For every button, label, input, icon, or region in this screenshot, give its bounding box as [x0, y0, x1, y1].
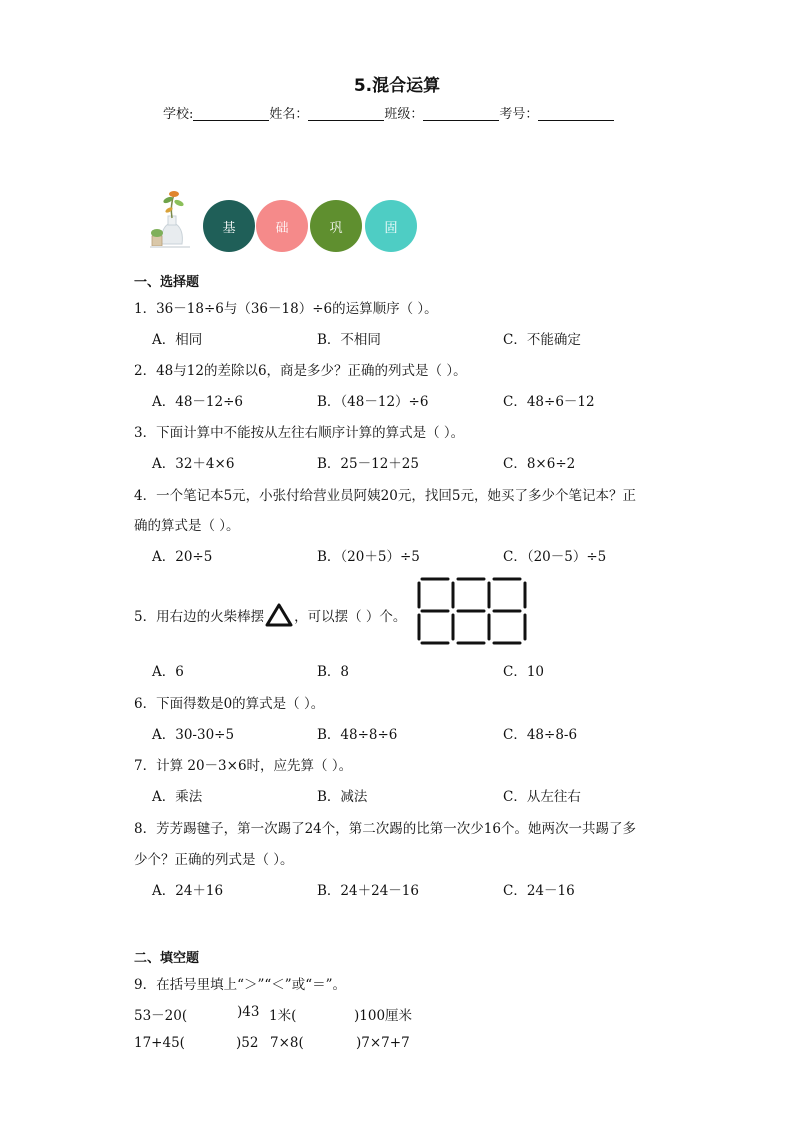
- question-9-row-1-right-a: 1米(: [269, 1008, 297, 1024]
- banner-circle-gu-text: 固: [384, 220, 398, 236]
- class-label: 班级：: [384, 107, 424, 122]
- banner-circle-gu: [365, 200, 417, 252]
- question-8-stem-line-2: 少个？正确的列式是（ ）。: [134, 852, 294, 868]
- name-blank: [308, 106, 384, 121]
- banner-circle-chu: [256, 200, 308, 252]
- question-2-stem: 2．48与12的差除以6，商是多少？正确的列式是（ ）。: [134, 363, 467, 379]
- question-8-stem-line-1: 8．芳芳踢毽子，第一次踢了24个，第二次踢的比第一次少16个。她两次一共踢了多: [134, 821, 636, 837]
- matchstick-triangle-icon: [264, 602, 294, 628]
- question-4-stem-line-2: 确的算式是（ ）。: [134, 518, 240, 534]
- question-2-option-a[interactable]: A．48－12÷6: [152, 394, 244, 410]
- section-heading-fill-in: 二、填空题: [134, 951, 200, 966]
- number-label: 考号：: [499, 107, 539, 122]
- student-info-line: [163, 103, 614, 122]
- question-9-row-1-right-b: )100厘米: [354, 1008, 413, 1024]
- question-9-row-2-right-a: 7×8(: [270, 1035, 304, 1051]
- question-6-stem: 6．下面得数是0的算式是（ ）。: [134, 696, 325, 712]
- question-1-option-b[interactable]: B．不相同: [317, 332, 381, 348]
- number-blank: [538, 106, 614, 121]
- question-8-option-b[interactable]: B．24＋24－16: [317, 883, 419, 899]
- question-9-row-2-left-b: )52: [236, 1035, 259, 1051]
- question-3-option-b[interactable]: B．25－12＋25: [317, 456, 419, 472]
- question-3-option-a[interactable]: A．32＋4×6: [152, 456, 235, 472]
- question-4-option-c[interactable]: C．（20－5）÷5: [503, 549, 607, 565]
- question-4-option-b[interactable]: B．（20＋5）÷5: [317, 549, 420, 565]
- question-5-stem: [134, 602, 406, 628]
- question-7-option-c[interactable]: C．从左往右: [503, 789, 581, 805]
- question-1-stem: 1．36－18÷6与（36－18）÷6的运算顺序（ ）。: [134, 301, 438, 317]
- question-1-option-c[interactable]: C．不能确定: [503, 332, 581, 348]
- question-3-stem: 3．下面计算中不能按从左往右顺序计算的算式是（ ）。: [134, 425, 465, 441]
- question-5-option-b[interactable]: B．8: [317, 664, 350, 680]
- question-5-stem-before: 5．用右边的火柴棒摆: [134, 609, 265, 625]
- question-4-option-a[interactable]: A．20÷5: [152, 549, 213, 565]
- question-2-option-b[interactable]: B．（48－12）÷6: [317, 394, 429, 410]
- school-label: 学校:: [163, 107, 194, 122]
- question-1-option-a[interactable]: A．相同: [152, 332, 203, 348]
- question-6-option-a[interactable]: A．30-30÷5: [152, 727, 235, 743]
- question-5-option-a[interactable]: A．6: [152, 664, 184, 680]
- question-2-option-c[interactable]: C．48÷6－12: [503, 394, 595, 410]
- question-9-row-1-left-a: 53－20(: [134, 1008, 188, 1024]
- question-5-option-c[interactable]: C．10: [503, 664, 545, 680]
- question-9-stem: 9．在括号里填上“＞”“＜”或“＝”。: [134, 977, 346, 993]
- banner-circle-gong: [310, 200, 362, 252]
- question-7-option-b[interactable]: B．减法: [317, 789, 368, 805]
- plant-vase-icon: [148, 186, 194, 252]
- question-8-option-c[interactable]: C．24－16: [503, 883, 575, 899]
- question-7-stem: 7．计算 20－3×6时，应先算（ ）。: [134, 758, 353, 774]
- school-blank: [193, 106, 269, 121]
- question-7-option-a[interactable]: A．乘法: [152, 789, 203, 805]
- banner-circle-gong-text: 巩: [329, 220, 343, 236]
- question-6-option-c[interactable]: C．48÷8-6: [503, 727, 578, 743]
- class-blank: [423, 106, 499, 121]
- banner-circle-chu-text: 础: [275, 220, 289, 236]
- question-8-option-a[interactable]: A．24＋16: [152, 883, 224, 899]
- section-heading-choice: 一、选择题: [134, 275, 200, 290]
- question-9-row-1-left-b: )43: [237, 1004, 260, 1020]
- banner-circle-ji-text: 基: [222, 220, 236, 236]
- matchstick-grid-icon: [416, 575, 534, 647]
- question-4-stem-line-1: 4．一个笔记本5元，小张付给营业员阿姨20元，找回5元，她买了多少个笔记本？正: [134, 488, 636, 504]
- banner-circle-ji: [203, 200, 255, 252]
- question-9-row-2-left-a: 17+45(: [134, 1035, 185, 1051]
- name-label: 姓名：: [269, 107, 309, 122]
- question-3-option-c[interactable]: C．8×6÷2: [503, 456, 576, 472]
- question-9-row-2-right-b: )7×7+7: [356, 1035, 410, 1051]
- question-6-option-b[interactable]: B．48÷8÷6: [317, 727, 398, 743]
- question-5-stem-after: ，可以摆（ ）个。: [294, 609, 407, 625]
- page-title: 5.混合运算: [353, 76, 441, 96]
